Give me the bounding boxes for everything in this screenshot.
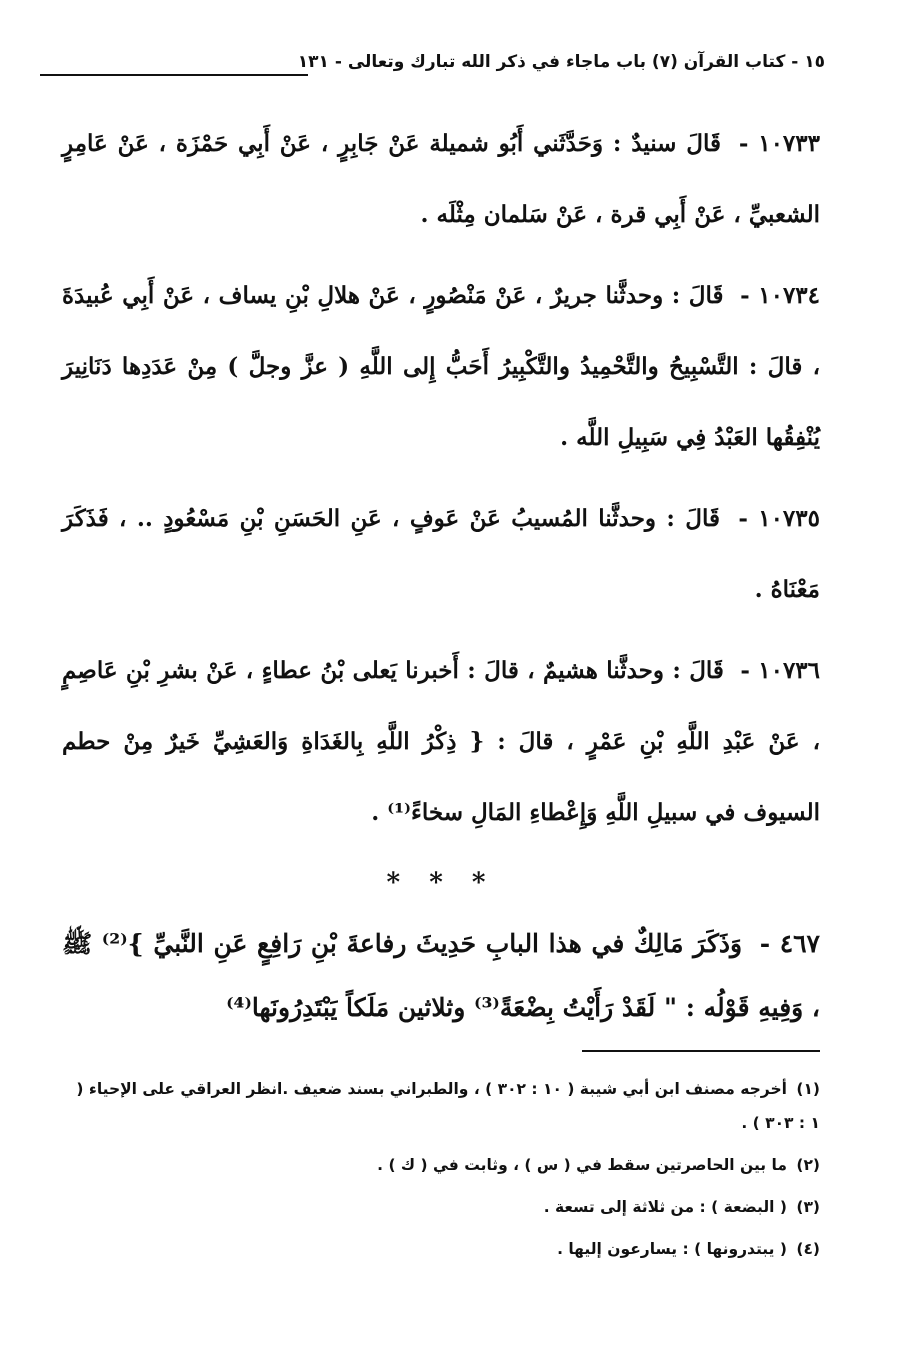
- footnotes: [62, 1072, 820, 1274]
- hadith-paragraph-10735: [62, 483, 820, 625]
- section-separator: * * *: [386, 868, 496, 898]
- paragraph-text: قَالَ : وحدثَّنا جريرٌ ، عَنْ مَنْصُورٍ ، عَنْ هلالِ بْنِ يساف ، عَنْ أَبِي عُبيدَةَ ، قالَ : التَّسْبِيحُ والتَّحْمِيدُ والتَّكْبِيرُ أَحَبُّ إِلى اللَّهِ ( عزَّ وجلَّ ) مِنْ عَدَدِها دَنَانِيرَ يُنْفِقُها العَبْدُ فِي سَبِيلِ اللَّه .: [62, 282, 820, 451]
- footnote-text: أخرجه مصنف ابن أبي شيبة ( ١٠ : ٣٠٢ ) ، والطبراني بسند ضعيف .انظر العراقي على الإحياء ( ١ : ٣٠٣ ) .: [76, 1080, 820, 1132]
- hadith-paragraph-10733: [62, 108, 820, 250]
- paragraph-text: قَالَ : وحدثَّنا هشيمٌ ، قالَ : أَخبرنا يَعلى بْنُ عطاءٍ ، عَنْ بشرِ بْنِ عَاصِمٍ ، عَنْ عَبْدِ اللَّهِ بْنِ عَمْرٍ ، قالَ : { ذِكْرُ اللَّهِ بِالغَدَاةِ وَالعَشِيِّ خَيرٌ مِنْ حطم السيوف في سبيلِ اللَّهِ وَإِعْطاءِ المَالِ سخاءً⁽¹⁾ .: [62, 657, 820, 826]
- footnote-marker: (٢): [796, 1156, 820, 1174]
- footnote-4: [62, 1232, 820, 1266]
- footnote-text: ما بين الحاصرتين سقط في ( س ) ، وثابت في ( ك ) .: [377, 1156, 787, 1174]
- running-header: [40, 42, 825, 82]
- footnote-text: ( يبتدرونها ) : يسارعون إليها .: [557, 1240, 787, 1258]
- footnote-marker: (٤): [796, 1240, 820, 1258]
- footnote-3: [62, 1190, 820, 1224]
- section-text: وَذَكَرَ مَالِكٌ في هذا البابِ حَدِيثَ رفاعةَ بْنِ رَافِعٍ عَنِ النَّبيِّ }⁽²⁾ ﷺ ، وَفِيهِ قَوْلُه : " لَقَدْ رَأَيْتُ بِضْعَةً⁽³⁾ وثلاثين مَلَكاً يَبْتَدِرُونَها⁽⁴⁾: [62, 929, 820, 1022]
- header-rule: [40, 74, 308, 76]
- paragraph-text: قَالَ سنيدٌ : وَحَدَّثَني أَبُو شميلة عَنْ جَابِرٍ ، عَنْ أَبِي حَمْزَة ، عَنْ عَامِرٍ الشعبيِّ ، عَنْ أَبِي قرة ، عَنْ سَلمان مِثْلَه .: [62, 130, 820, 228]
- paragraph-text: قَالَ : وحدثَّنا المُسيبُ عَنْ عَوفٍ ، عَنِ الحَسَنِ بْنِ مَسْعُودٍ .. ، فَذَكَرَ مَعْنَاهُ .: [62, 505, 820, 603]
- footnote-text: ( البضعة ) : من ثلاثة إلى تسعة .: [543, 1198, 787, 1216]
- footnote-marker: (٣): [796, 1198, 820, 1216]
- hadith-paragraph-10736: [62, 635, 820, 848]
- footnote-rule: [582, 1050, 820, 1052]
- footnote-marker: (١): [796, 1080, 820, 1098]
- footnote-1: [62, 1072, 820, 1140]
- paragraph-number: ١٠٧٣٦ -: [740, 657, 821, 684]
- paragraph-number: ١٠٧٣٣ -: [738, 130, 820, 157]
- footnote-2: [62, 1148, 820, 1182]
- hadith-paragraph-10734: [62, 260, 820, 473]
- main-text: [62, 108, 820, 1040]
- paragraph-number: ١٠٧٣٥ -: [738, 505, 820, 532]
- section-467: [62, 912, 820, 1040]
- header-title: ١٥ - كتاب القرآن (٧) باب ماجاء في ذكر الله تبارك وتعالى - ١٣١: [297, 52, 825, 72]
- section-number: ٤٦٧ -: [759, 929, 820, 958]
- paragraph-number: ١٠٧٣٤ -: [740, 282, 821, 309]
